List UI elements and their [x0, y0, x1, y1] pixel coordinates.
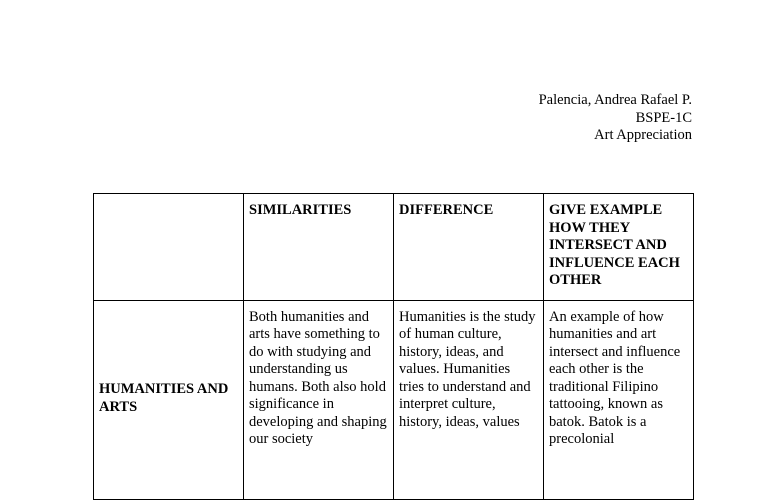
difference-cell: Humanities is the study of human culture, history, ideas, and values. Humanities tries to understand and interpret culture, history, ideas, values	[394, 300, 544, 499]
table-row	[94, 300, 694, 499]
subject-name: Art Appreciation	[594, 127, 692, 143]
header-cell-difference: DIFFERENCE	[394, 194, 544, 301]
course-section: BSPE-1C	[635, 109, 692, 126]
author-name: Palencia, Andrea Rafael P.	[538, 92, 692, 108]
header-cell-empty	[94, 194, 244, 301]
table-header-row	[94, 194, 694, 301]
header-cell-example: GIVE EXAMPLE HOW THEY INTERSECT AND INFLUENCE EACH OTHER	[544, 194, 694, 301]
comparison-table	[93, 193, 694, 500]
header-cell-similarities: SIMILARITIES	[244, 194, 394, 301]
example-cell: An example of how humanities and art intersect and influence each other is the traditional Filipino tattooing, known as batok. Batok is a precolonial	[544, 300, 694, 499]
document-header	[539, 92, 692, 145]
row-label: HUMANITIES AND ARTS	[94, 300, 244, 499]
similarities-cell: Both humanities and arts have something to do with studying and understanding us humans. Both also hold significance in developing and shaping our society	[244, 300, 394, 499]
